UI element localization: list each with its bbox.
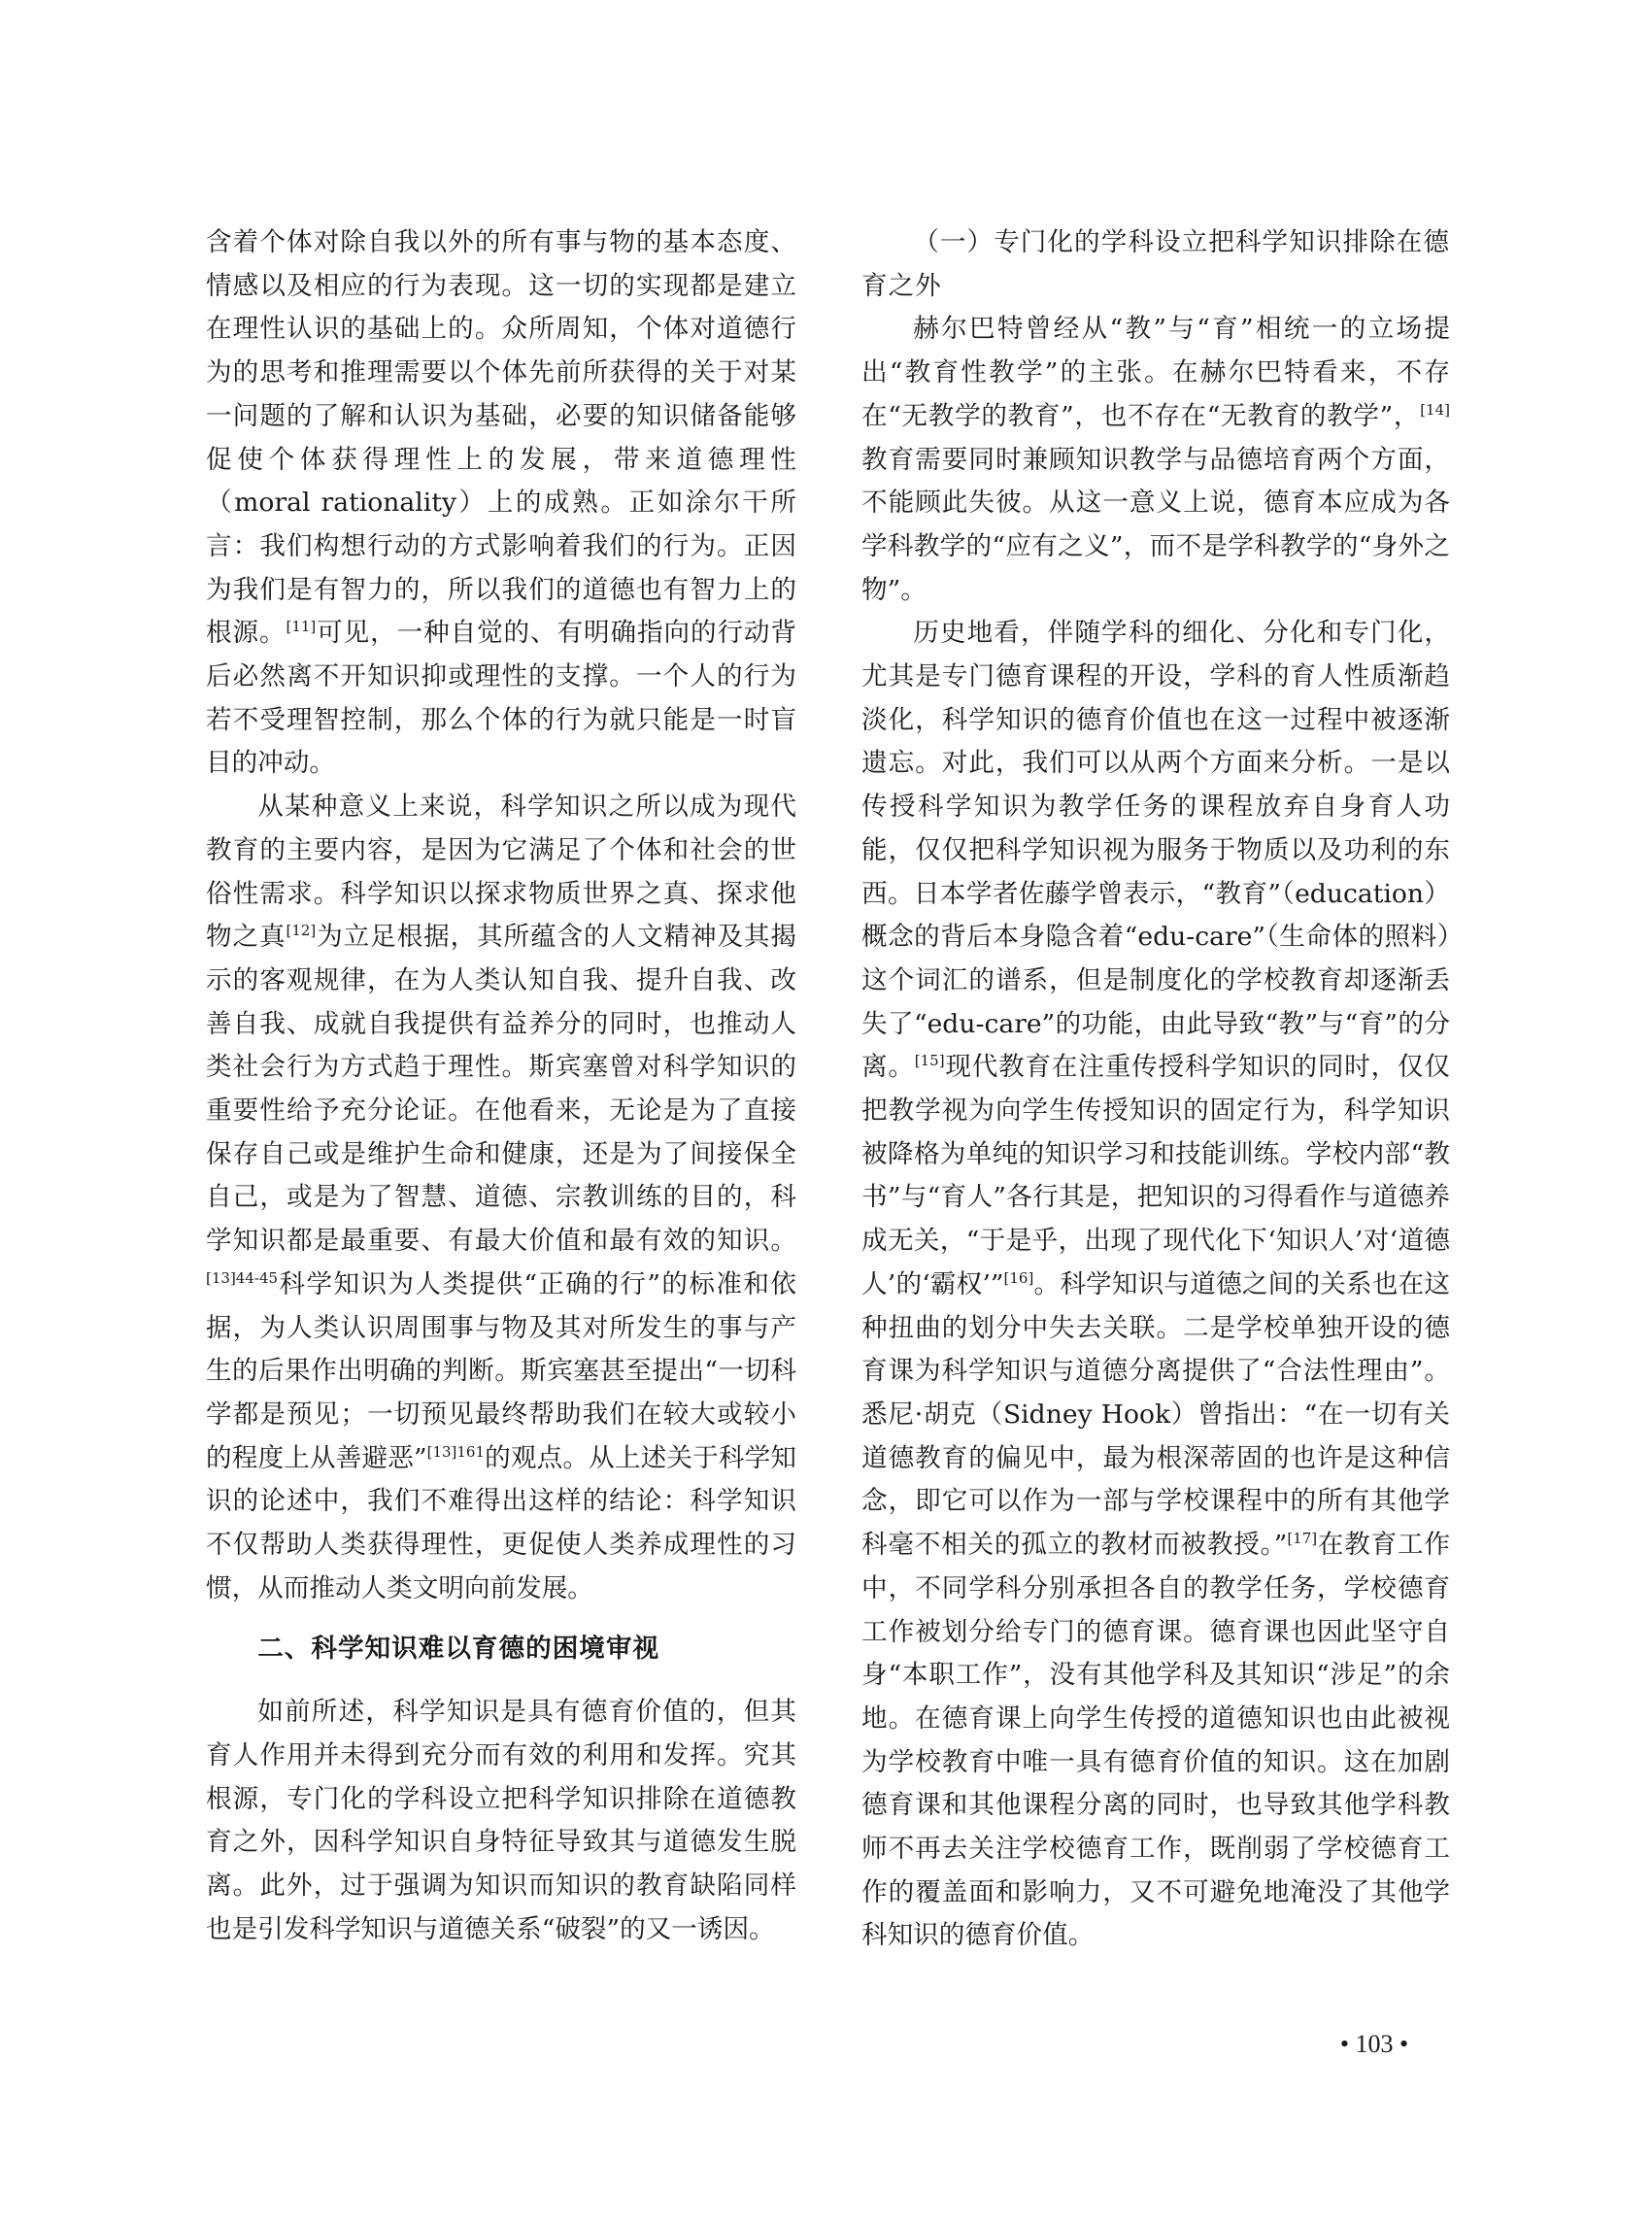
paragraph [861, 612, 1450, 1958]
paragraph-text: 从某种意义上来说，科学知识之所以成为现代教育的主要内容，是因为它满足了个体和社会的世俗性需求。科学知识以探求物质世界之真、探求他物之真 [206, 792, 796, 953]
paragraph [861, 308, 1450, 612]
paragraph-text: 可见，一种自觉的、有明确指向的行动背后必然离不开知识抑或理性的支撑。一个人的行为若不受理智控制，那么个体的行为就只能是一时盲目的冲动。 [206, 618, 797, 779]
section-heading: 二、科学知识难以育德的困境审视 [257, 1633, 660, 1664]
paragraph [206, 221, 796, 786]
paragraph-text: 为立足根据，其所蕴含的人文精神及其揭示的客观规律，在为人类认知自我、提升自我、改善自我、成就自我提供有益养分的同时，也推动人类社会行为方式趋于理性。斯宾塞曾对科学知识的重要性给予充分论证。在他看来，无论是为了直接保存自己或是维护生命和健康，还是为了间接保全自己，或是为了智慧、道德、宗教训练的目的，科学知识都是最重要、有最大价值和最有效的知识。 [206, 922, 797, 1257]
citation-marker: [14] [1420, 400, 1450, 419]
paragraph [206, 786, 796, 1610]
citation-marker: [16] [1003, 1268, 1034, 1287]
citation-marker: [13]44-45 [206, 1268, 279, 1287]
page-number: • 103 • [1339, 2030, 1409, 2058]
paragraph-text: 含着个体对除自我以外的所有事与物的基本态度、情感以及相应的行为表现。这一切的实现都是建立在理性认识的基础上的。众所周知，个体对道德行为的思考和推理需要以个体先前所获得的关于对某一问题的了解和认识为基础，必要的知识储备能够促使个体获得理性上的发展，带来道德理性（moral rationality）上的成熟。正如涂尔干所言：我们构想行动的方式影响着我们的行为。正因为我们是有智力的，所以我们的道德也有智力上的根源。 [206, 227, 796, 649]
paragraph-text: 历史地看，伴随学科的细化、分化和专门化，尤其是专门德育课程的开设，学科的育人性质渐趋淡化，科学知识的德育价值也在这一过程中被逐渐遗忘。对此，我们可以从两个方面来分析。一是以传授科学知识为教学任务的课程放弃自身育人功能，仅仅把科学知识视为服务于物质以及功利的东西。日本学者佐藤学曾表示，“教育”（education）概念的背后本身隐含着“edu-care”（生命体的照料）这个词汇的谱系，但是制度化的学校教育却逐渐丢失了“edu-care”的功能，由此导致“教”与“育”的分离。 [861, 618, 1450, 1083]
paragraph-text: 在教育工作中，不同学科分别承担各自的教学任务，学校德育工作被划分给专门的德育课。德育课也因此坚守自身“本职工作”，没有其他学科及其知识“涉足”的余地。在德育课上向学生传授的道德知识也由此被视为学校教育中唯一具有德育价值的知识。这在加剧德育课和其他课程分离的同时，也导致其他学科教师不再去关注学校德育工作，既削弱了学校德育工作的覆盖面和影响力，又不可避免地淹没了其他学科知识的德育价值。 [861, 1530, 1451, 1951]
left-column [206, 221, 796, 1951]
paragraph-text: 。科学知识与道德之间的关系也在这种扭曲的划分中失去关联。二是学校单独开设的德育课为科学知识与道德分离提供了“合法性理由”。悉尼·胡克（Sidney Hook）曾指出：“在一切有关道德教育的偏见中，最为根深蒂固的也许是这种信念，即它可以作为一部与学校课程中的所有其他学科毫不相关的孤立的教材而被教授。” [861, 1268, 1450, 1561]
paragraph-text: 教育需要同时兼顾知识教学与品德培育两个方面，不能顾此失彼。从这一意义上说，德育本应成为各学科教学的“应有之义”，而不是学科教学的“身外之物”。 [861, 444, 1450, 605]
citation-marker: [11] [286, 618, 317, 636]
paragraph [206, 1691, 796, 1951]
paragraph-text: 如前所述，科学知识是具有德育价值的，但其育人作用并未得到充分而有效的利用和发挥。究其根源，专门化的学科设立把科学知识排除在道德教育之外，因科学知识自身特征导致其与道德发生脱离。此外，过于强调为知识而知识的教育缺陷同样也是引发科学知识与道德关系“破裂”的又一诱因。 [206, 1697, 796, 1944]
citation-marker: [12] [286, 922, 317, 940]
citation-marker: [15] [914, 1052, 945, 1070]
citation-marker: [17] [1287, 1530, 1318, 1548]
paragraph-text: 的观点。从上述关于科学知识的论述中，我们不难得出这样的结论：科学知识不仅帮助人类获得理性，更促使人类养成理性的习惯，从而推动人类文明向前发展。 [206, 1442, 796, 1603]
right-column [861, 221, 1450, 1958]
paragraph-text: 现代教育在注重传授科学知识的同时，仅仅把教学视为向学生传授知识的固定行为，科学知识被降格为单纯的知识学习和技能训练。学校内部“教书”与“育人”各行其是，把知识的习得看作与道德养成无关，“于是乎，出现了现代化下‘知识人’对‘道德人’的‘霸权’” [861, 1052, 1450, 1299]
citation-marker: [13]161 [426, 1442, 486, 1461]
subsection-heading: （一）专门化的学科设立把科学知识排除在德育之外 [861, 227, 1450, 301]
paragraph-text: 科学知识为人类提供“正确的行”的标准和依据，为人类认识周围事与物及其对所发生的事与产生的后果作出明确的判断。斯宾塞甚至提出“一切科学都是预见；一切预见最终帮助我们在较大或较小的程度上从善避恶” [206, 1268, 796, 1473]
paragraph-text: 赫尔巴特曾经从“教”与“育”相统一的立场提出“教育性教学”的主张。在赫尔巴特看来，不存在“无教学的教育”，也不存在“无教育的教学”， [861, 314, 1450, 431]
